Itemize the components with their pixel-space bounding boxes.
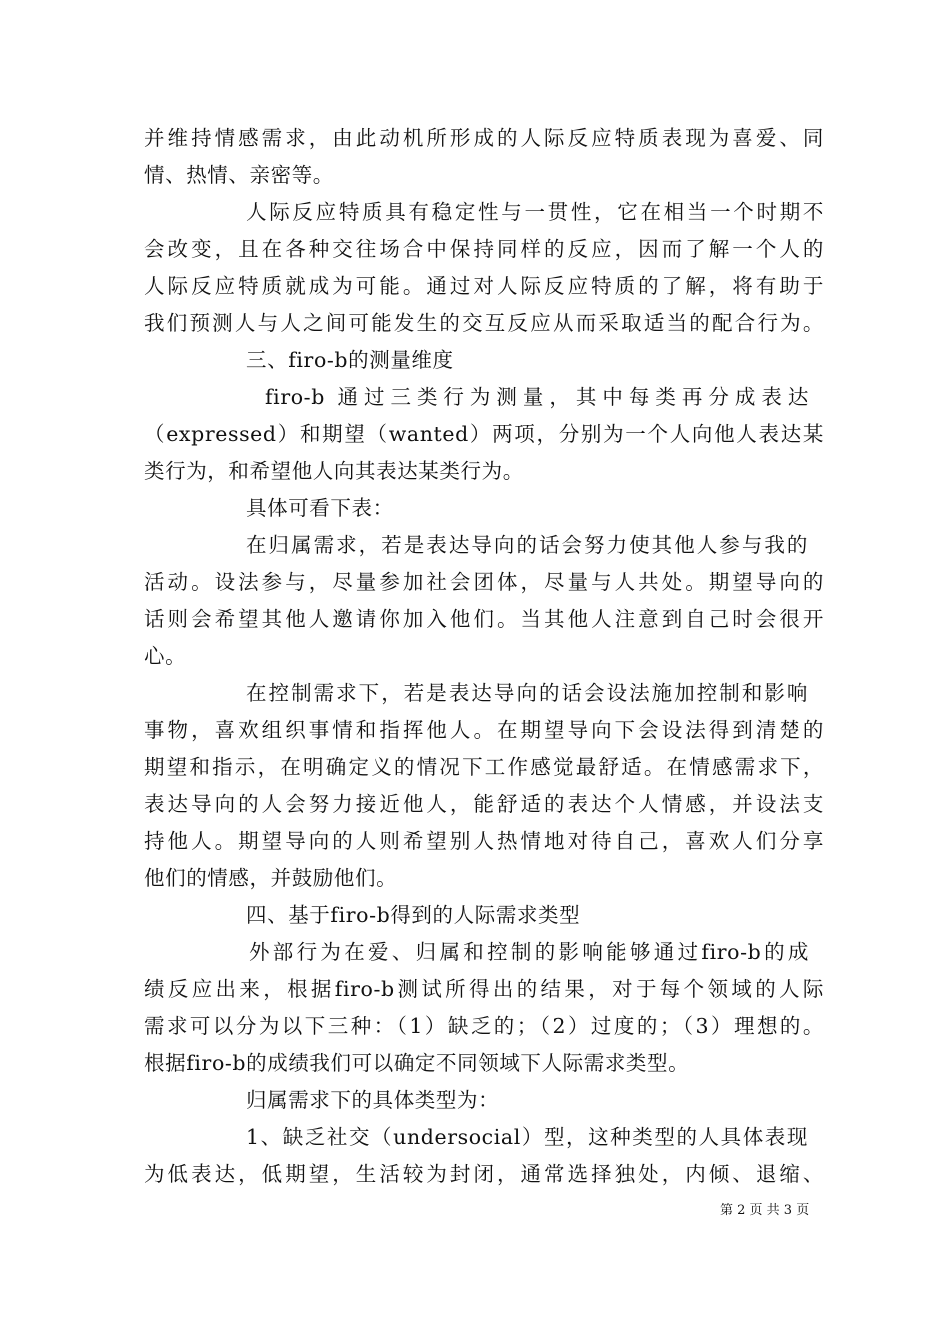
text-line: 事物，喜欢组织事情和指挥他人。在期望导向下会设法得到清楚的 bbox=[144, 718, 824, 742]
text-line: 为低表达，低期望，生活较为封闭，通常选择独处，内倾、退缩、 bbox=[144, 1162, 824, 1186]
text-line: 在控制需求下，若是表达导向的话会设法施加控制和影响 bbox=[246, 681, 808, 705]
text-line: 外部行为在爱、归属和控制的影响能够通过firo-b的成 bbox=[249, 940, 809, 964]
text-line: 类行为，和希望他人向其表达某类行为。 bbox=[144, 459, 524, 483]
text-line: （expressed）和期望（wanted）两项，分别为一个人向他人表达某 bbox=[144, 422, 824, 446]
text-line: 表达导向的人会努力接近他人，能舒适的表达个人情感，并设法支 bbox=[144, 792, 824, 816]
page-footer: 第 2 页 共 3 页 bbox=[720, 1203, 810, 1218]
text-line: 心。 bbox=[144, 644, 187, 668]
text-line: 持他人。期望导向的人则希望别人热情地对待自己，喜欢人们分享 bbox=[144, 829, 824, 853]
text-line: 情、热情、亲密等。 bbox=[144, 163, 334, 187]
text-line: 他们的情感，并鼓励他们。 bbox=[144, 866, 398, 890]
text-line: 归属需求下的具体类型为： bbox=[246, 1088, 500, 1112]
text-line: 我们预测人与人之间可能发生的交互反应从而采取适当的配合行为。 bbox=[144, 311, 824, 335]
text-line: 人际反应特质就成为可能。通过对人际反应特质的了解，将有助于 bbox=[144, 274, 824, 298]
text-line: 并维持情感需求，由此动机所形成的人际反应特质表现为喜爱、同 bbox=[144, 126, 824, 150]
text-line: 绩反应出来，根据firo-b测试所得出的结果，对于每个领域的人际 bbox=[144, 977, 824, 1001]
section-heading: 三、firo-b的测量维度 bbox=[246, 348, 454, 372]
text-line: 1、缺乏社交（undersocial）型，这种类型的人具体表现 bbox=[246, 1125, 808, 1149]
text-line: 需求可以分为以下三种：（1）缺乏的；（2）过度的；（3）理想的。 bbox=[144, 1014, 824, 1038]
text-line: 活动。设法参与，尽量参加社会团体，尽量与人共处。期望导向的 bbox=[144, 570, 824, 594]
text-line: 期望和指示，在明确定义的情况下工作感觉最舒适。在情感需求下， bbox=[144, 755, 824, 779]
section-heading: 四、基于firo-b得到的人际需求类型 bbox=[246, 903, 581, 927]
text-line: 话则会希望其他人邀请你加入他们。当其他人注意到自己时会很开 bbox=[144, 607, 824, 631]
text-line: 根据firo-b的成绩我们可以确定不同领域下人际需求类型。 bbox=[144, 1051, 690, 1075]
text-line: 人际反应特质具有稳定性与一贯性，它在相当一个时期不 bbox=[246, 200, 824, 224]
text-line: 具体可看下表： bbox=[246, 496, 394, 520]
text-line: firo-b 通过三类行为测量，其中每类再分成表达 bbox=[265, 385, 809, 409]
text-line: 在归属需求，若是表达导向的话会努力使其他人参与我的 bbox=[246, 533, 808, 557]
text-line: 会改变，且在各种交往场合中保持同样的反应，因而了解一个人的 bbox=[144, 237, 824, 261]
